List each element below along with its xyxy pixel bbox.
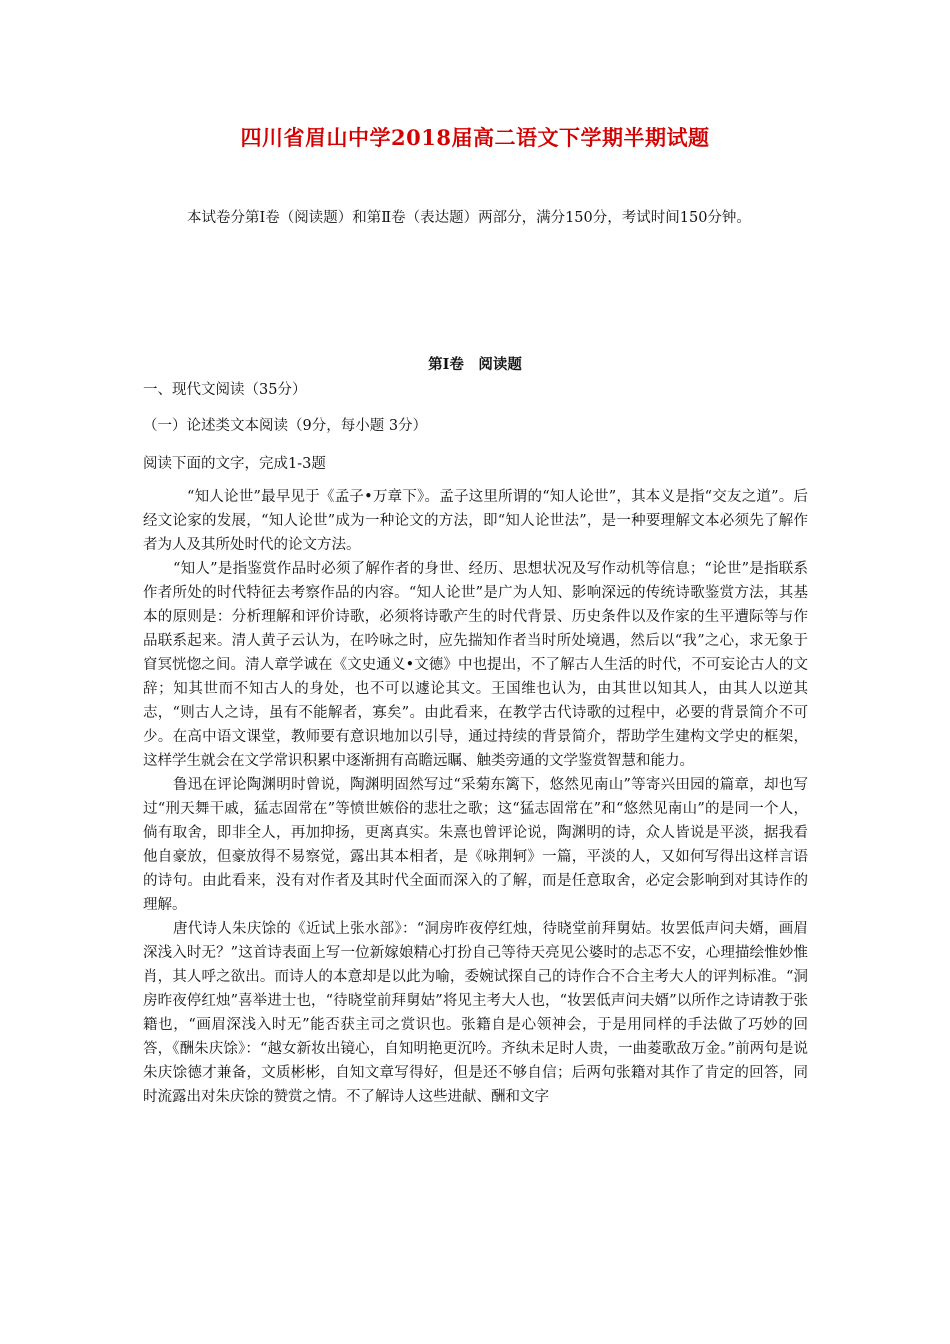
document-title: 四川省眉山中学2018届高二语文下学期半期试题	[240, 125, 710, 150]
reading-instruction: 阅读下面的文字，完成1-3题	[143, 456, 326, 472]
subsection-heading: （一）论述类文本阅读（9分，每小题 3分）	[143, 418, 428, 434]
reading-passage	[143, 485, 808, 1109]
passage-paragraph-3: 鲁迅在评论陶渊明时曾说，陶渊明固然写过“采菊东篱下，悠然见南山”等寄兴田园的篇章，却也写过“刑天舞干戚，猛志固常在”等愤世嫉俗的悲壮之歌；这“猛志固常在”和“悠然见南山”的是同一个人，倘有取舍，即非全人，再加抑扬，更离真实。朱熹也曾评论说，陶渊明的诗，众人皆说是平淡，据我看他自豪放，但豪放得不易察觉，露出其本相者，是《咏荆轲》一篇，平淡的人，又如何写得出这样言语的诗句。由此看来，没有对作者及其时代全面而深入的了解，而是任意取舍，必定会影响到对其诗作的理解。	[143, 777, 808, 913]
section-title: 第Ⅰ卷 阅读题	[428, 356, 522, 373]
passage-paragraph-4: 唐代诗人朱庆馀的《近试上张水部》：“洞房昨夜停红烛，待晓堂前拜舅姑。妆罢低声问夫婿，画眉深浅入时无？”这首诗表面上写一位新嫁娘精心打扮自己等待天亮见公婆时的忐忑不安，心理描绘惟妙惟肖，其人呼之欲出。而诗人的本意却是以此为喻，委婉试探自己的诗作合不合主考大人的评判标准。“洞房昨夜停红烛”喜举进士也，“待晓堂前拜舅姑”将见主考大人也，“妆罢低声问夫婿”以所作之诗请教于张籍也，“画眉深浅入时无”能否获主司之赏识也。张籍自是心领神会，于是用同样的手法做了巧妙的回答，《酬朱庆馀》：“越女新妆出镜心，自知明艳更沉吟。齐纨未足时人贵，一曲菱歌敌万金。”前两句是说朱庆馀德才兼备，文质彬彬，自知文章写得好，但是还不够自信；后两句张籍对其作了肯定的回答，同时流露出对朱庆馀的赞赏之情。不了解诗人这些进献、酬和文字	[143, 921, 808, 1105]
exam-intro: 本试卷分第Ⅰ卷（阅读题）和第Ⅱ卷（表达题）两部分，满分150分，考试时间150分钟。	[187, 210, 751, 226]
passage-paragraph-2: “知人”是指鉴赏作品时必须了解作者的身世、经历、思想状况及写作动机等信息；“论世”是指联系作者所处的时代特征去考察作品的内容。“知人论世”是广为人知、影响深远的传统诗歌鉴赏方法，其基本的原则是：分析理解和评价诗歌，必须将诗歌产生的时代背景、历史条件以及作家的生平遭际等与作品联系起来。清人黄子云认为，在吟咏之时，应先揣知作者当时所处境遇，然后以“我”之心，求无象于窅冥恍惚之间。清人章学诚在《文史通义•文德》中也提出，不了解古人生活的时代，不可妄论古人的文辞；知其世而不知古人的身处，也不可以遽论其文。王国维也认为，由其世以知其人，由其人以逆其志，“则古人之诗，虽有不能解者，寡矣”。由此看来，在教学古代诗歌的过程中，必要的背景简介不可少。在高中语文课堂，教师要有意识地加以引导，通过持续的背景简介，帮助学生建构文学史的框架，这样学生就会在文学常识积累中逐渐拥有高瞻远瞩、触类旁通的文学鉴赏智慧和能力。	[143, 561, 808, 769]
part-heading: 一、现代文阅读（35分）	[143, 382, 307, 398]
passage-paragraph-1: “知人论世”最早见于《孟子•万章下》。孟子这里所谓的“知人论世”，其本义是指“交友之道”。后经文论家的发展，“知人论世”成为一种论文的方法，即“知人论世法”，是一种要理解文本必须先了解作者为人及其所处时代的论文方法。	[143, 489, 808, 553]
